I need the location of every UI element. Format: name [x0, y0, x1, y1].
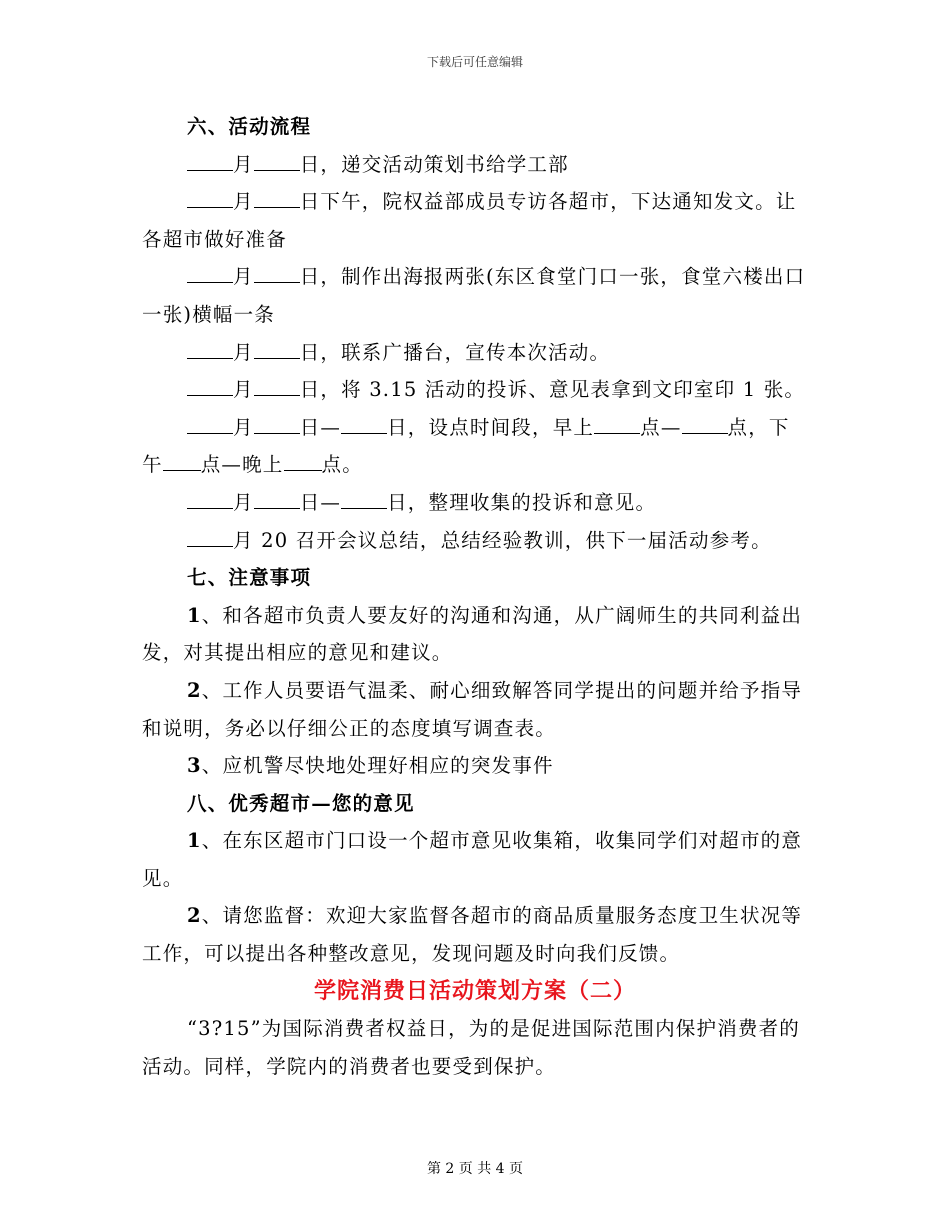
section-title-process: 六、活动流程: [187, 115, 312, 138]
blank: [187, 433, 233, 434]
opinion-item: 2、请您监督：欢迎大家监督各超市的商品质量服务态度卫生状况等工作，可以提出各种整改意见，发现问题及时向我们反馈。: [142, 904, 803, 966]
process-line: 月 日，制作出海报两张(东区食堂门口一张，食堂六楼出口一张)横幅一条: [142, 265, 806, 326]
blank: [254, 358, 300, 359]
blank: [594, 433, 640, 434]
note-item: 2、工作人员要语气温柔、耐心细致解答同学提出的问题并给予指导和说明，务必以仔细公正的态度填写调查表。: [142, 678, 803, 740]
process-line: 月 20 召开会议总结，总结经验教训，供下一届活动参考。: [142, 522, 808, 560]
blank: [284, 470, 322, 471]
blank: [682, 433, 728, 434]
blank: [341, 508, 387, 509]
blank: [187, 395, 233, 396]
blank: [187, 207, 233, 208]
blank: [254, 170, 300, 171]
blank: [254, 282, 300, 283]
section-title-notes: 七、注意事项: [187, 566, 312, 590]
page-header: 下载后可任意编辑: [426, 55, 523, 69]
page-footer: 第 2 页 共 4 页: [426, 1161, 524, 1177]
blank: [254, 433, 300, 434]
intro-paragraph: “3?15”为国际消费者权益日，为的是促进国际范围内保护消费者的活动。同样，学院内的消费者也要受到保护。: [142, 1017, 801, 1078]
process-line: 月 日下午，院权益部成员专访各超市，下达通知发文。让各超市做好准备: [142, 190, 797, 251]
process-line: 月 日— 日，设点时间段，早上 点— 点，下午 点—晚上 点。: [142, 415, 790, 477]
note-item: 3、应机警尽快地处理好相应的突发事件: [187, 754, 554, 778]
plan-title: 学院消费日活动策划方案（二）: [313, 977, 636, 1004]
note-item: 1、和各超市负责人要友好的沟通和沟通，从广阔师生的共同利益出发，对其提出相应的意见和建议。: [142, 603, 803, 665]
process-line: 月 日，联系广播台，宣传本次活动。: [142, 334, 808, 372]
process-line: 月 日— 日，整理收集的投诉和意见。: [142, 484, 808, 522]
blank: [163, 470, 201, 471]
process-line: 月 日，将 3.15 活动的投诉、意见表拿到文印室印 1 张。: [142, 371, 808, 409]
document-body: [142, 108, 808, 1085]
opinion-item: 1、在东区超市门口设一个超市意见收集箱，收集同学们对超市的意见。: [142, 829, 803, 890]
blank: [254, 508, 300, 509]
blank: [187, 282, 233, 283]
blank: [341, 433, 387, 434]
blank: [254, 207, 300, 208]
blank: [254, 395, 300, 396]
blank: [187, 508, 233, 509]
blank: [187, 546, 233, 547]
section-title-opinions: 八、优秀超市—您的意见: [187, 791, 415, 815]
blank: [187, 170, 233, 171]
process-line: 月 日，递交活动策划书给学工部: [142, 146, 808, 184]
blank: [187, 358, 233, 359]
